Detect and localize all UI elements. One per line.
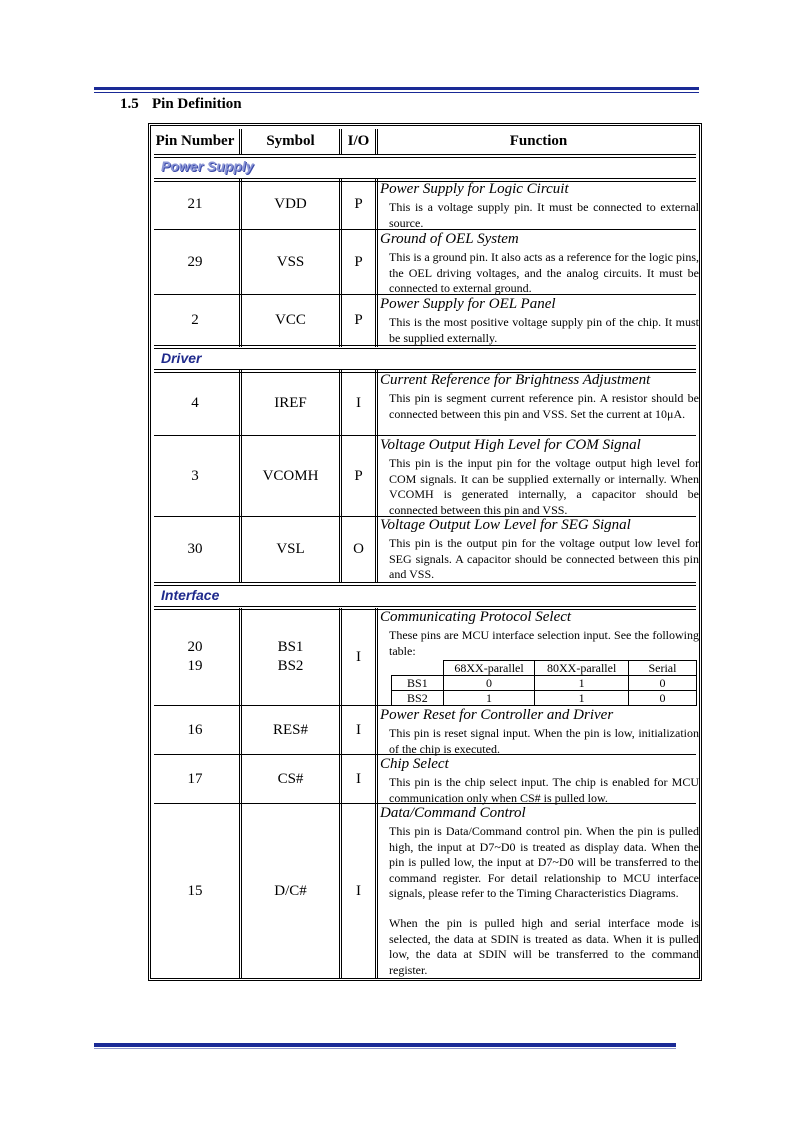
pin-io: P — [354, 253, 363, 270]
bs-table-row — [392, 691, 697, 706]
pin-number: 3 — [191, 467, 199, 484]
function-description: This is a voltage supply pin. It must be connected to external source. — [389, 200, 699, 230]
header-pin-number: Pin Number — [155, 133, 235, 149]
pin-number: 17 — [187, 770, 203, 787]
section-number: 1.5 — [120, 96, 139, 112]
pin-number: 20 — [187, 639, 203, 655]
function-description: This is a ground pin. It also acts as a reference for the logic pins, the OEL driving voltages, and the analog circuits. It must be connected to external ground. — [389, 250, 699, 295]
pin-symbol-pair — [242, 609, 339, 705]
header-rule — [94, 87, 699, 93]
group-interface: Interface — [161, 587, 220, 603]
pin-number: 2 — [191, 311, 199, 328]
bs-table-cell: 0 — [628, 691, 696, 706]
pin-number: 30 — [187, 541, 203, 557]
function-title: Ground of OEL System — [380, 231, 519, 247]
header-function: Function — [509, 133, 568, 149]
pin-io: I — [356, 882, 361, 899]
pin-io: I — [356, 770, 361, 787]
bs-table-header-cell: 80XX-parallel — [535, 661, 629, 676]
function-title: Current Reference for Brightness Adjustment — [380, 372, 651, 388]
pin-symbol: VSS — [276, 253, 305, 270]
pin-definition-table — [148, 123, 702, 981]
bs-table-cell: BS2 — [392, 691, 444, 706]
bs-table-cell: BS1 — [392, 676, 444, 691]
pin-symbol: BS1 — [277, 639, 304, 655]
pin-symbol: VDD — [274, 196, 307, 212]
pin-symbol: VCOMH — [262, 467, 319, 484]
column-divider — [375, 370, 378, 583]
function-description: This pin is Data/Command control pin. When the pin is pulled high, the input at D7~D0 is treated as display data. When the pin is pulled low, the input at D7~D0 will be transferred to the command register. For detail relationship to MCU interface signals, please refer to the Timing Characteristics Diagrams. — [389, 824, 699, 900]
function-title: Power Supply for Logic Circuit — [380, 181, 569, 197]
section-title: Pin Definition — [152, 96, 242, 112]
pin-io: P — [354, 467, 363, 484]
function-description: This pin is segment current reference pin. A resistor should be connected between this pin and VSS. Set the current at 10μA. — [389, 391, 699, 421]
function-title: Data/Command Control — [380, 805, 526, 821]
pin-io: I — [356, 721, 361, 738]
pin-number: 16 — [187, 721, 203, 738]
bs-table-cell: 1 — [535, 691, 629, 706]
function-description: This pin is the output pin for the voltage output low level for SEG signals. A capacitor should be connected between this pin and VSS. — [389, 536, 699, 581]
pin-number-pair — [151, 609, 239, 705]
footer-rule — [94, 1043, 676, 1047]
pin-number: 4 — [191, 395, 199, 411]
function-description: This pin is reset signal input. When the pin is low, initialization of the chip is executed. — [389, 726, 699, 756]
function-title: Voltage Output Low Level for SEG Signal — [380, 517, 631, 533]
bs-table-cell: 0 — [628, 676, 696, 691]
row-divider — [154, 582, 696, 586]
bs-table-header-cell: 68XX-parallel — [443, 661, 535, 676]
bs-table-row — [392, 676, 697, 691]
group-power-supply: Power Supply — [161, 158, 254, 174]
pin-number: 21 — [187, 196, 203, 212]
pin-symbol: BS2 — [277, 658, 304, 674]
pin-symbol: VCC — [275, 311, 306, 328]
pin-io: P — [354, 311, 363, 328]
pin-io: I — [356, 648, 361, 665]
pin-io: O — [353, 541, 364, 557]
column-divider — [375, 179, 378, 347]
function-title: Power Reset for Controller and Driver — [380, 707, 614, 723]
header-io: I/O — [347, 133, 370, 149]
function-description: These pins are MCU interface selection input. See the following table: — [389, 628, 699, 658]
function-title: Voltage Output High Level for COM Signal — [380, 437, 641, 453]
function-description: This is the most positive voltage supply pin of the chip. It must be supplied externally. — [389, 315, 699, 345]
pin-symbol: CS# — [277, 770, 304, 787]
pin-number: 29 — [187, 253, 203, 270]
column-divider — [375, 608, 378, 978]
pin-symbol: RES# — [272, 721, 308, 738]
bs-table-header-cell — [392, 661, 444, 676]
bs-table-cell: 1 — [443, 691, 535, 706]
function-title: Chip Select — [380, 756, 449, 772]
function-description: This pin is the input pin for the voltage output high level for COM signals. It can be supplied externally or internally. When VCOMH is generated internally, a capacitor should be connected between this pin and VSS. — [389, 456, 699, 517]
bs-selection-table — [391, 660, 697, 706]
function-description: This pin is the chip select input. The chip is enabled for MCU communication only when CS# is pulled low. — [389, 775, 699, 805]
bs-table-header-cell: Serial — [628, 661, 696, 676]
group-driver: Driver — [161, 350, 202, 366]
bs-table-cell: 0 — [443, 676, 535, 691]
pin-symbol: IREF — [274, 395, 307, 411]
pin-io: P — [354, 196, 363, 212]
section-heading — [120, 96, 242, 113]
header-symbol: Symbol — [266, 133, 315, 149]
bs-table-header-row — [392, 661, 697, 676]
function-description-continued: When the pin is pulled high and serial interface mode is selected, the data at SDIN is treated as data. When it is pulled low, the data at SDIN will be transferred to the command register. — [389, 916, 699, 977]
function-title: Communicating Protocol Select — [380, 609, 572, 625]
pin-symbol: D/C# — [274, 882, 307, 899]
pin-number: 15 — [187, 882, 203, 899]
bs-table-cell: 1 — [535, 676, 629, 691]
function-title: Power Supply for OEL Panel — [380, 296, 556, 312]
pin-io: I — [356, 395, 361, 411]
pin-number: 19 — [187, 658, 203, 674]
pin-symbol: VSL — [276, 541, 305, 557]
